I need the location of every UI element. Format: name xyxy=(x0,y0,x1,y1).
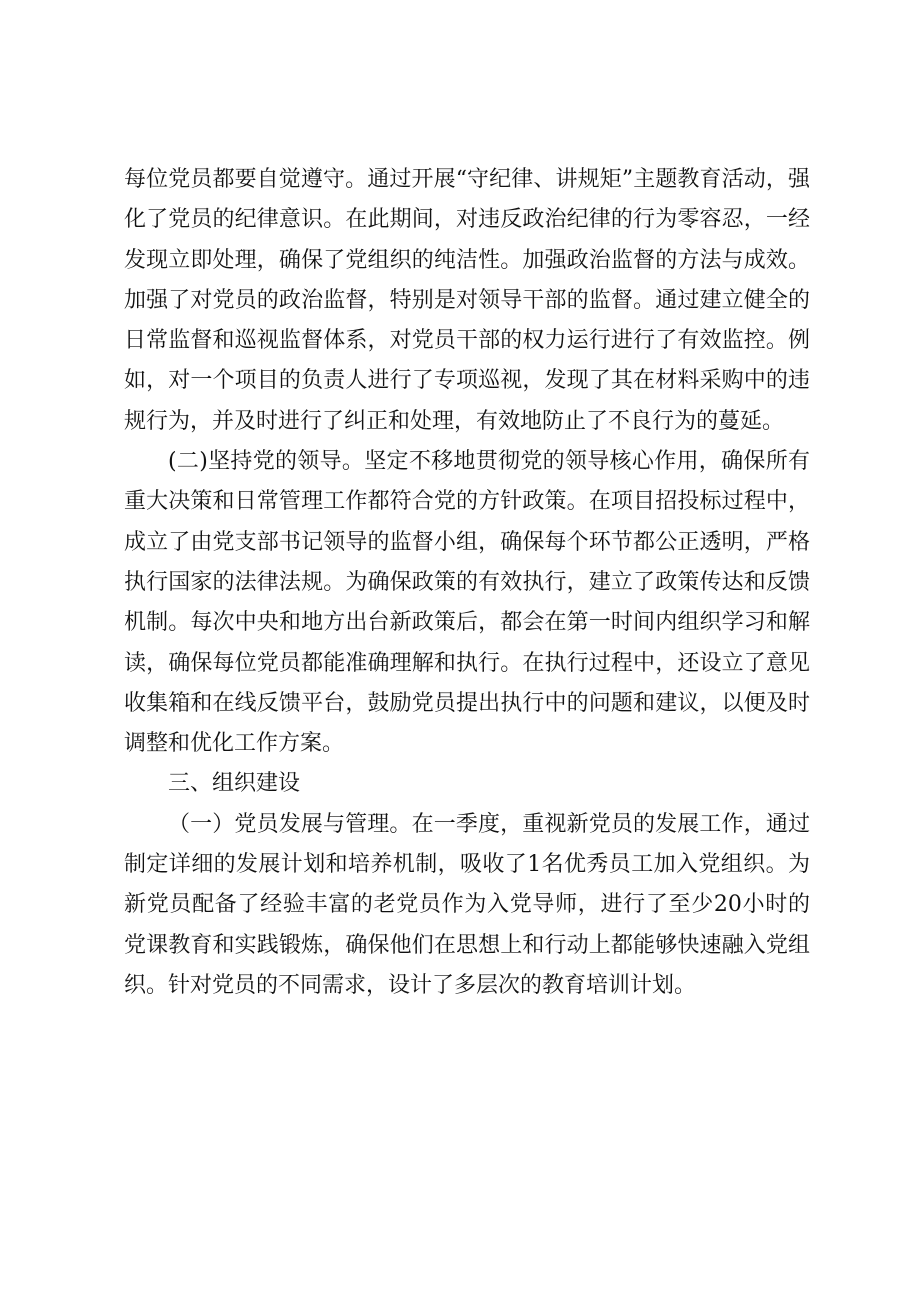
document-body xyxy=(124,160,810,1006)
section-heading-organization: 三、组织建设 xyxy=(168,771,301,797)
paragraph-discipline-supervision: 每位党员都要自觉遵守。通过开展“守纪律、讲规矩”主题教育活动，强化了党员的纪律意识。在此期间，对违反政治纪律的行为零容忍，一经发现立即处理，确保了党组织的纯洁性。加强政治监督的方法与成效。加强了对党员的政治监督，特别是对领导干部的监督。通过建立健全的日常监督和巡视监督体系，对党员干部的权力运行进行了有效监控。例如，对一个项目的负责人进行了专项巡视，发现了其在材料采购中的违规行为，并及时进行了纠正和处理，有效地防止了不良行为的蔓延。 xyxy=(124,167,810,434)
paragraph-member-development: （一）党员发展与管理。在一季度，重视新党员的发展工作，通过制定详细的发展计划和培养机制，吸收了1名优秀员工加入党组织。为新党员配备了经验丰富的老党员作为入党导师，进行了至少20小时的党课教育和实践锻炼，确保他们在思想上和行动上都能够快速融入党组织。针对党员的不同需求，设计了多层次的教育培训计划。 xyxy=(124,811,810,998)
paragraph-party-leadership: (二)坚持党的领导。坚定不移地贯彻党的领导核心作用，确保所有重大决策和日常管理工作都符合党的方针政策。在项目招投标过程中，成立了由党支部书记领导的监督小组，确保每个环节都公正透明，严格执行国家的法律法规。为确保政策的有效执行，建立了政策传达和反馈机制。每次中央和地方出台新政策后，都会在第一时间内组织学习和解读，确保每位党员都能准确理解和执行。在执行过程中，还设立了意见收集箱和在线反馈平台，鼓励党员提出执行中的问题和建议，以便及时调整和优化工作方案。 xyxy=(124,449,810,757)
